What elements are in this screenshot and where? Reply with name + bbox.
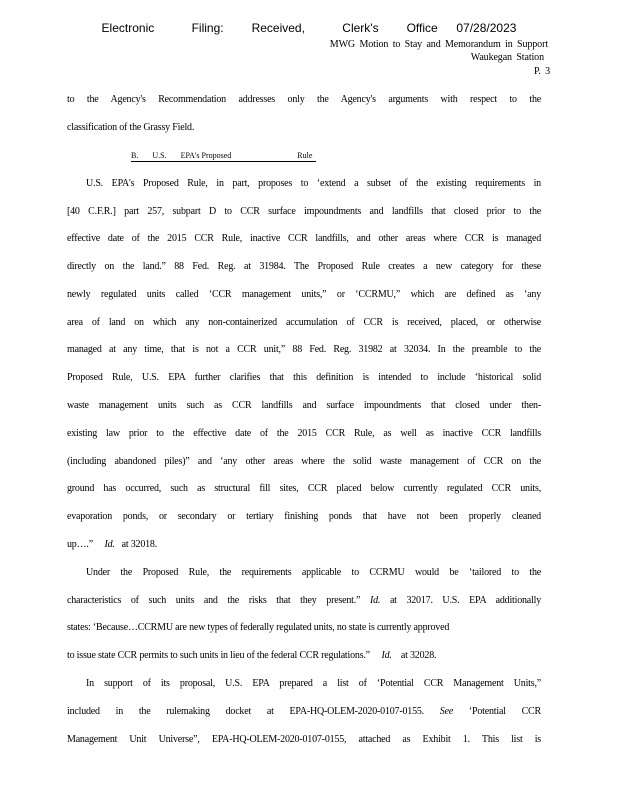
citation-see: See: [439, 706, 454, 717]
body-text: up….”: [67, 539, 93, 550]
citation-id: Id.: [381, 650, 392, 661]
body-line: [67, 649, 541, 663]
body-line: waste management units such as CCR landfills and surface impoundments that closed under then-: [67, 400, 541, 411]
citation-id: Id.: [104, 539, 115, 550]
body-line: classification of the Grassy Field.: [67, 122, 195, 133]
body-line: [67, 705, 541, 719]
running-header-title: MWG Motion to Stay and Memorandum in Support: [329, 39, 548, 50]
body-line: [40 C.F.R.] part 257, subpart D to CCR surface impoundments and landfills that closed prior to the: [67, 206, 541, 217]
body-text: at 32028.: [400, 650, 437, 661]
body-line: area of land on which any non-containerized accumulation of CCR is received, placed, or otherwise: [67, 317, 541, 328]
body-text: ‘Potential CCR: [468, 706, 541, 717]
section-heading-text: U.S.: [152, 151, 167, 160]
running-header-station: Waukegan Station: [470, 52, 544, 63]
body-line: U.S. EPA's Proposed Rule, in part, proposes to ‘extend a subset of the existing requirements in: [86, 178, 541, 189]
body-line: newly regulated units called ‘CCR management units,” or ‘CCRMU,” which are defined as ‘any: [67, 289, 541, 300]
body-line: [67, 538, 541, 552]
filing-stamp: Electronic Filing: Received, Clerk's Office 07/28/2023: [101, 21, 517, 35]
section-heading-text: EPA's Proposed: [180, 151, 232, 160]
body-line: Management Unit Universe”, EPA-HQ-OLEM-2020-0107-0155, attached as Exhibit 1. This list is: [67, 734, 541, 745]
body-line: existing law prior to the effective date of the 2015 CCR Rule, as well as inactive CCR landfills: [67, 428, 541, 439]
body-line: evaporation ponds, or secondary or tertiary finishing ponds that have not been properly cleaned: [67, 511, 541, 522]
body-line: Under the Proposed Rule, the requirements applicable to CCRMU would be ‘tailored to the: [86, 567, 541, 578]
body-text: at 32018.: [121, 539, 158, 550]
body-line: managed at any time, that is not a CCR unit,” 88 Fed. Reg. 31982 at 32034. In the preamble to the: [67, 344, 541, 355]
body-line: (including abandoned piles)” and ‘any other areas where the solid waste management of CCR on the: [67, 456, 541, 467]
body-text: to issue state CCR permits to such units in lieu of the federal CCR regulations.”: [67, 650, 370, 661]
section-heading-text: Rule: [297, 151, 313, 160]
body-line: directly on the land.” 88 Fed. Reg. at 31984. The Proposed Rule creates a new category for these: [67, 261, 541, 272]
body-line: states: ‘Because…CCRMU are new types of federally regulated units, no state is currently approved: [67, 622, 450, 633]
body-line: In support of its proposal, U.S. EPA prepared a list of ‘Potential CCR Management Units,”: [86, 678, 541, 689]
section-heading: [131, 150, 316, 162]
citation-id: Id.: [370, 595, 381, 606]
body-line: [67, 594, 541, 608]
body-line: to the Agency's Recommendation addresses only the Agency's arguments with respect to the: [67, 94, 541, 105]
body-line: ground has occurred, such as structural fill sites, CCR placed below currently regulated CCR units,: [67, 483, 541, 494]
body-text: characteristics of such units and the risks that they present.”: [67, 595, 361, 606]
body-text: at 32017. U.S. EPA additionally: [389, 595, 541, 606]
section-number: B.: [131, 151, 139, 160]
body-line: effective date of the 2015 CCR Rule, inactive CCR landfills, and other areas where CCR is managed: [67, 233, 541, 244]
body-line: Proposed Rule, U.S. EPA further clarifies that this definition is intended to include ‘historical solid: [67, 372, 541, 383]
page-number: P. 3: [533, 66, 550, 77]
body-text: included in the rulemaking docket at EPA-HQ-OLEM-2020-0107-0155.: [67, 706, 424, 717]
